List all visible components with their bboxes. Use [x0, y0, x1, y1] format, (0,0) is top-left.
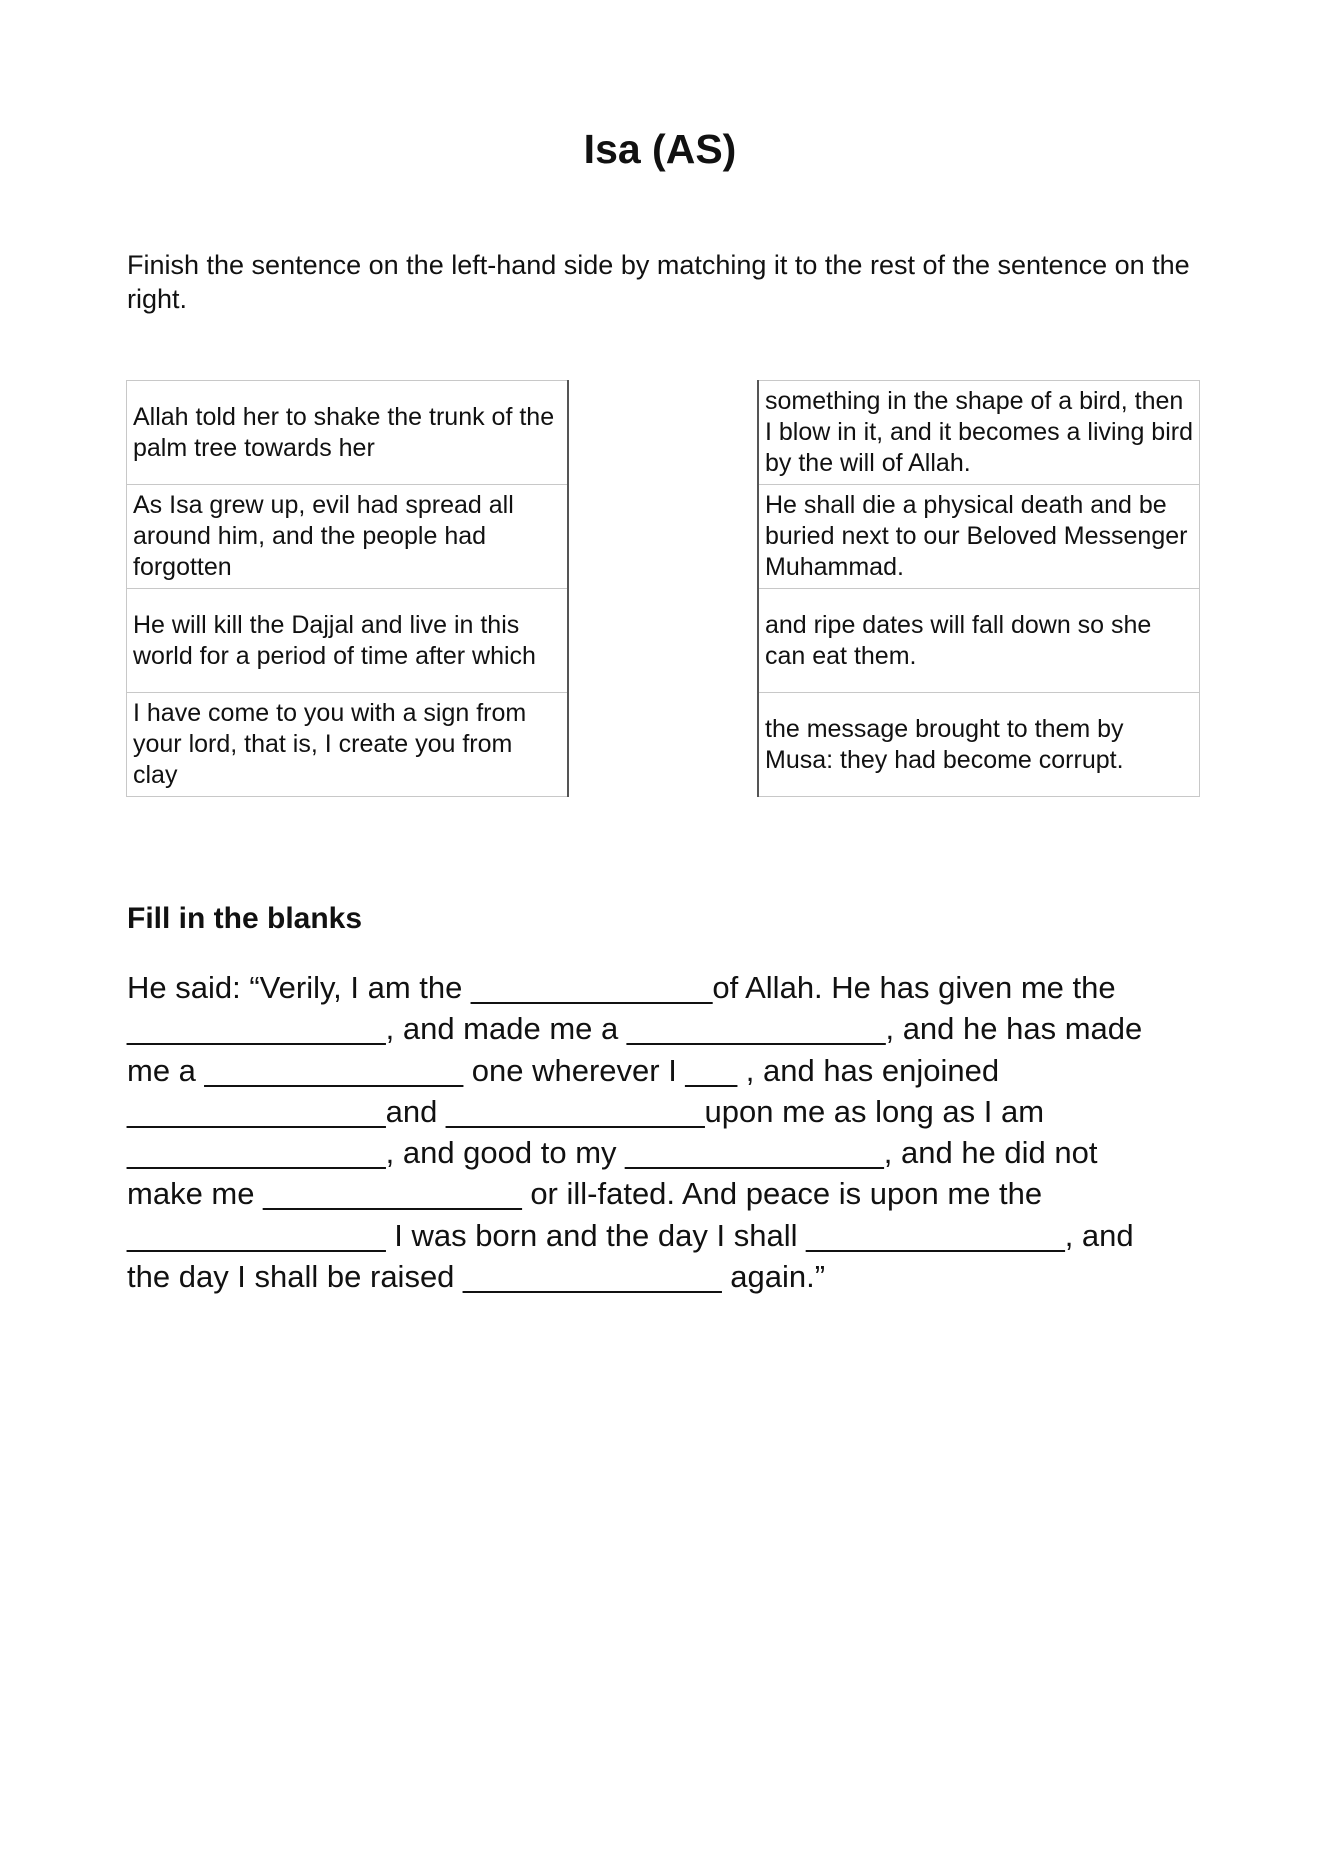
left-table-row [127, 381, 569, 485]
fill-blanks-line: _______________and _______________upon me as long as I am [127, 1093, 1045, 1129]
right-table-row [758, 693, 1200, 797]
fill-blanks-line: _______________ I was born and the day I shall _______________, and [127, 1217, 1134, 1253]
instructions-text: Finish the sentence on the left-hand side by matching it to the rest of the sentence on the right. [127, 250, 1190, 314]
right-sentence-cell: something in the shape of a bird, then I blow in it, and it becomes a living bird by the will of Allah. [758, 381, 1200, 485]
right-table-row [758, 381, 1200, 485]
right-table-row [758, 485, 1200, 589]
left-table-row [127, 693, 569, 797]
left-table-row [127, 485, 569, 589]
fill-blanks-line: _______________, and good to my _______________, and he did not [127, 1135, 1098, 1171]
left-sentence-table [126, 380, 569, 797]
left-sentence-cell: I have come to you with a sign from your lord, that is, I create you from clay [127, 693, 569, 797]
fill-blanks-line: He said: “Verily, I am the ______________of Allah. He has given me the [127, 970, 1116, 1005]
right-sentence-cell: and ripe dates will fall down so she can eat them. [758, 589, 1200, 693]
left-table-row [127, 589, 569, 693]
fill-blanks-line: the day I shall be raised _______________ again.” [127, 1259, 826, 1295]
left-sentence-cell: Allah told her to shake the trunk of the palm tree towards her [127, 381, 569, 485]
fill-blanks-line: _______________, and made me a _______________, and he has made [127, 1011, 1143, 1047]
page-title: Isa (AS) [583, 126, 737, 172]
left-sentence-cell: He will kill the Dajjal and live in this world for a period of time after which [127, 589, 569, 693]
fill-blanks-line: me a _______________ one wherever I ___ , and has enjoined [127, 1052, 1000, 1088]
left-sentence-cell: As Isa grew up, evil had spread all around him, and the people had forgotten [127, 485, 569, 589]
right-sentence-table [757, 380, 1200, 797]
fill-blanks-line: make me _______________ or ill-fated. And peace is upon me the [127, 1176, 1043, 1212]
right-sentence-cell: He shall die a physical death and be buried next to our Beloved Messenger Muhammad. [758, 485, 1200, 589]
fill-blanks-paragraph [127, 967, 1207, 1297]
fill-blanks-heading: Fill in the blanks [127, 902, 363, 935]
right-sentence-cell: the message brought to them by Musa: they had become corrupt. [758, 693, 1200, 797]
right-table-row [758, 589, 1200, 693]
